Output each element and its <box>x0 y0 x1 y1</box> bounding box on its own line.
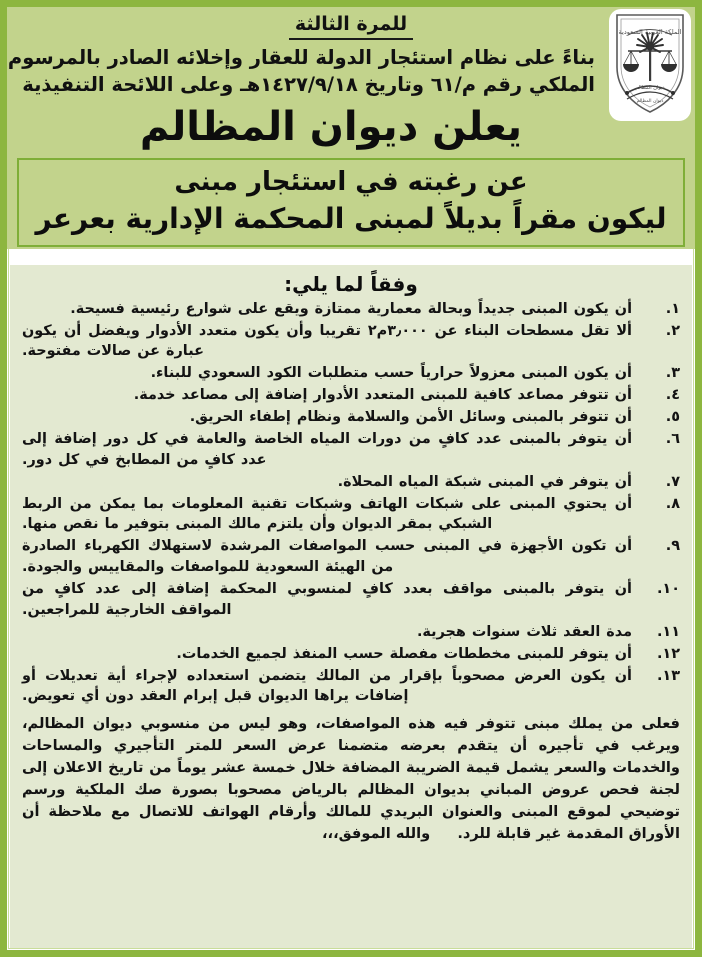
preamble-text <box>7 44 681 99</box>
conditions-heading: وفقاً لما يلي: <box>284 271 418 296</box>
preamble-block <box>7 11 695 101</box>
requirement-text: أن يتوفر بالمبنى مواقف بعدد كافٍ لمنسوبي المحكمة إضافة إلى عدد كافٍ من المواقف الخارجية للمراجعين. <box>22 581 632 618</box>
svg-text:ديوان المظالم: ديوان المظالم <box>635 85 665 91</box>
requirement-number: ٧. <box>665 473 680 490</box>
conditions-panel <box>9 264 693 950</box>
requirement-text: أن يتوفر بالمبنى عدد كافٍ من دورات المياه الخاصة والعامة في كل دور إضافة إلى عدد كافٍ من المطابخ في كل دور. <box>22 430 632 468</box>
requirement-text: مدة العقد ثلاث سنوات هجرية. <box>416 623 632 640</box>
requirement-text: ألا تقل مسطحات البناء عن ٣٫٠٠٠م٢ تقريبا وأن يكون متعدد الأدوار ويفضل أن يكون عبارة عن صالات مفتوحة. <box>22 322 632 360</box>
requirement-item <box>22 299 680 320</box>
requirement-item <box>22 429 680 471</box>
requirement-item <box>22 579 680 621</box>
closing-paragraph-text: فعلى من يملك مبنى تتوفر فيه هذه المواصفات، وهو ليس من منسوبي ديوان المظالم، ويرغب في تأجيره أن يتقدم بعرضه متضمنا عرض السعر للمتر التأجيري والمساحات والخدمات والسعر يشمل قيمة الضريبة المضافة خلال خمسة عشر يوماً من تاريخ الاعلان إلى لجنة فحص عروض المباني بديوان المظالم بالرياض مصحوبا بصورة صك الملكية ورسم توضيحي لموقع المبنى والعنوان البريدي للمالك وأرقام الهواتف للاتصال مع ملاحظة أن الأوراق المقدمة غير قابلة للرد. <box>22 715 680 842</box>
requirement-number: ١١. <box>656 623 680 640</box>
header-band <box>7 7 695 249</box>
requirement-item <box>22 622 680 643</box>
requirement-number: ١٠. <box>656 581 680 598</box>
requirement-text: أن يكون المبنى جديداً وبحالة معمارية ممتازة ويقع على شوارع رئيسية فسيحة. <box>70 300 632 317</box>
requirement-item <box>22 363 680 384</box>
requirement-item <box>22 536 680 578</box>
svg-text:ديوان المظالم: ديوان المظالم <box>636 99 664 104</box>
requirement-number: ٨. <box>665 495 680 512</box>
requirement-item <box>22 407 680 428</box>
requirement-item <box>22 644 680 665</box>
board-of-grievances-emblem <box>609 9 691 121</box>
requirement-text: أن تكون الأجهزة في المبنى حسب المواصفات المرشدة لاستهلاك الكهرباء الصادرة من الهيئة السعودية للمواصفات والمقاييس والجودة. <box>22 538 632 576</box>
preamble-line-1: بناءً على نظام استئجار الدولة للعقار وإخلائه الصادر بالمرسوم <box>7 45 595 69</box>
requirement-item <box>22 494 680 536</box>
subject-line-2: ليكون مقراً بديلاً لمبنى المحكمة الإدارية بعرعر <box>35 202 667 236</box>
requirement-number: ٥. <box>665 409 680 426</box>
requirement-number: ٢. <box>665 322 680 339</box>
requirement-number: ٩. <box>665 538 680 555</box>
requirement-text: أن يكون المبنى معزولاً حرارياً حسب متطلبات الكود السعودي للبناء. <box>150 365 632 382</box>
requirement-number: ١٣. <box>656 667 680 684</box>
requirement-number: ٣. <box>665 365 680 382</box>
requirement-item <box>22 385 680 406</box>
announcer-title: يعلن ديوان المظالم <box>139 104 523 151</box>
requirement-number: ٦. <box>665 430 680 447</box>
subject-line-1: عن رغبته في استئجار مبنى <box>174 166 528 197</box>
closing-tail: والله الموفق،،، <box>322 824 431 842</box>
requirement-item <box>22 472 680 493</box>
requirement-number: ١. <box>665 300 680 317</box>
requirements-list <box>22 299 680 709</box>
requirement-item <box>22 321 680 363</box>
subject-box <box>17 158 685 247</box>
closing-paragraph-block <box>22 713 680 844</box>
requirement-text: أن يتوفر في المبنى شبكة المياه المحلاة. <box>337 473 632 490</box>
requirement-text: أن تتوفر بالمبنى وسائل الأمن والسلامة ونظام إطفاء الحريق. <box>189 409 632 426</box>
repeat-notice: للمرة الثالثة <box>289 13 413 40</box>
requirement-item <box>22 666 680 708</box>
requirement-text: أن يحتوي المبنى على شبكات الهاتف وشبكات تقنية المعلومات بما يمكن من الربط الشبكي بمقر الديوان وأن يلتزم مالك المبنى بتوفير ما نقص منها. <box>22 495 632 533</box>
preamble-line-2: الملكي رقم م/٦١ وتاريخ ١٤٢٧/٩/١٨هـ وعلى اللائحة التنفيذية <box>22 73 595 97</box>
requirement-text: أن تتوفر مصاعد كافية للمبنى المتعدد الأدوار إضافة إلى مصاعد خدمة. <box>133 387 632 404</box>
requirement-text: أن يكون العرض مصحوباً بإقرار من المالك يتضمن استعداده لإجراء أية تعديلات أو إضافات يراها الديوان قبل إبرام العقد دون أي تعويض. <box>22 667 632 705</box>
requirement-number: ١٢. <box>656 645 680 662</box>
svg-text:الملكة العربية السعودية: الملكة العربية السعودية <box>618 28 682 36</box>
requirement-text: أن يتوفر للمبنى مخططات مفصلة حسب المنفذ لجميع الخدمات. <box>176 645 632 662</box>
requirement-number: ٤. <box>665 387 680 404</box>
